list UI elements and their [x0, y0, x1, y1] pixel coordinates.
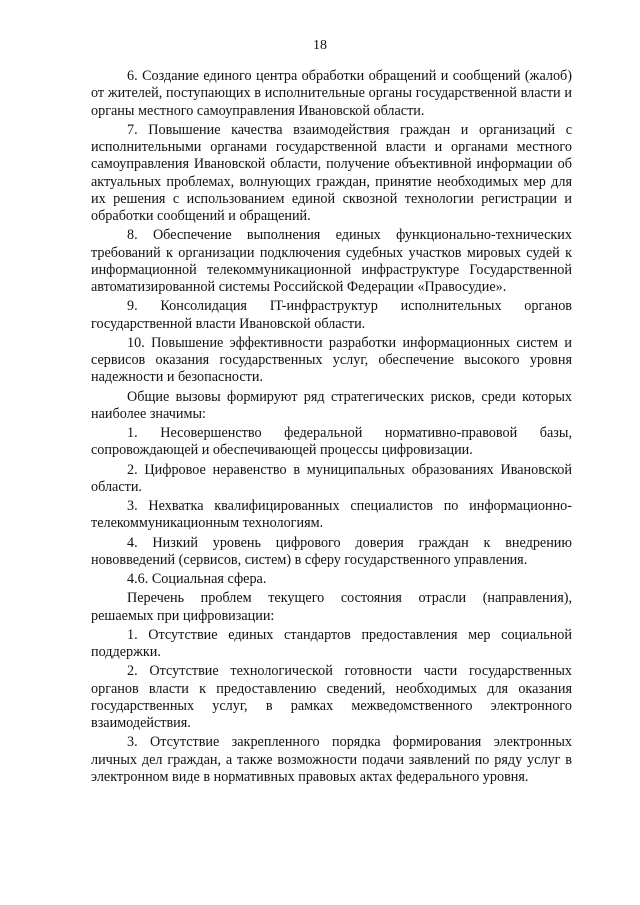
paragraph-risk-3: 3. Нехватка квалифицированных специалистов по информационно-телекоммуникационным технологиям.: [91, 498, 572, 532]
paragraph-problem-3: 3. Отсутствие закрепленного порядка формирования электронных личных дел граждан, а также возможности подачи заявлений по ряду услуг в электронном виде в нормативных правовых актах федерального уровня.: [91, 734, 572, 785]
paragraph-goal-8: 8. Обеспечение выполнения единых функционально-технических требований к организации подключения судебных участков мировых судей к информационной телекоммуникационной инфраструктуре Государственной автоматизированной системы Российской Федерации «Правосудие».: [91, 227, 572, 295]
paragraph-problem-1: 1. Отсутствие единых стандартов предоставления мер социальной поддержки.: [91, 626, 572, 660]
paragraph-problem-2: 2. Отсутствие технологической готовности части государственных органов власти к предоставлению сведений, необходимых для оказания государственных услуг, в рамках межведомственного электронного взаимодействия.: [91, 663, 572, 731]
paragraph-goal-6: 6. Создание единого центра обработки обращений и сообщений (жалоб) от жителей, поступающих в исполнительные органы государственной власти и органы местного самоуправления Ивановской области.: [91, 68, 572, 119]
paragraph-goal-9: 9. Консолидация IT-инфраструктур исполнительных органов государственной власти Ивановской области.: [91, 298, 572, 332]
paragraph-risk-2: 2. Цифровое неравенство в муниципальных образованиях Ивановской области.: [91, 461, 572, 495]
section-heading-social: 4.6. Социальная сфера.: [127, 571, 267, 587]
paragraph-goal-7: 7. Повышение качества взаимодействия граждан и организаций с исполнительными органами государственной власти и органами местного самоуправления Ивановской области, получение объективной информации об актуальных проблемах, волнующих граждан, принятие необходимых мер для их решения с использованием единой сквозной технологии регистрации и обработки сообщений и обращений.: [91, 121, 572, 224]
page-number: 18: [313, 38, 327, 53]
document-body: [91, 68, 572, 788]
paragraph-risk-4: 4. Низкий уровень цифрового доверия граждан к внедрению нововведений (сервисов, систем) в сферу государственного управления.: [91, 534, 572, 568]
paragraph-goal-10: 10. Повышение эффективности разработки информационных систем и сервисов оказания государственных услуг, обеспечение высокого уровня надежности и безопасности.: [91, 334, 572, 386]
paragraph-problems-intro: Перечень проблем текущего состояния отрасли (направления), решаемых при цифровизации:: [91, 590, 572, 624]
paragraph-risk-1: 1. Несовершенство федеральной нормативно-правовой базы, сопровождающей и обеспечивающей процессы цифровизации.: [91, 425, 572, 459]
paragraph-risks-intro: Общие вызовы формируют ряд стратегических рисков, среди которых наиболее значимы:: [91, 388, 572, 422]
